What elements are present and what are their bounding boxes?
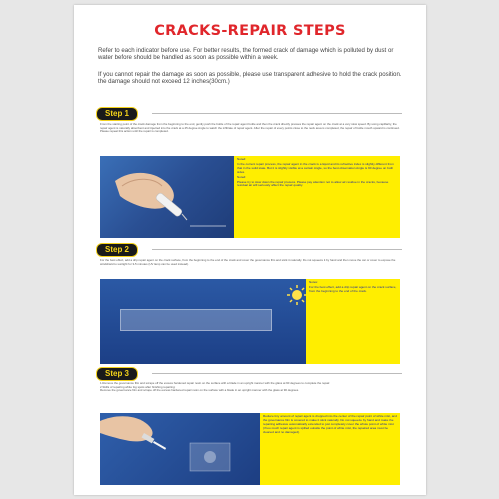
step-2-text: For the best effect, add a drip repair agent on the crack surface, from the beginning to the end of the crack and cover the governance film and stick it naturally. Do not squeeze it by hand and then move the car or cover to expose the windshield to sunlight for 3-5 minutes (UV lamp can be used instead). bbox=[100, 258, 396, 266]
intro-paragraph-1: Refer to each indicator before use. For better results, the formed crack of damage which is polluted by dust or water before should be handled as soon as possible within a week. bbox=[98, 47, 394, 62]
step-1-note-text-1: In the current repair process, the repair agent in the crack is a liquid and its refractive index is slightly different from that in the solid state. But it is slightly visible at a certain Angle, so the best observation Angle is 90 degree on both sides. bbox=[237, 161, 394, 174]
step-1-text: From the starting point of the crack damage from the beginning to the end, gently push the bottle of the repair agent bottle and then the crack directly presses the repair agent on the crack at a very slow speed. By using capillarity, the repair agent is naturally absorbent and injected into the crack at a 45 degree Angle to watch the infiltrate of repair agent. After the repair of every points close to the neck area is completed, the repair of bottle mouth upward is continued. Please repeat this action until the repair is completed. bbox=[100, 122, 400, 134]
step-2-photo bbox=[100, 279, 306, 364]
step-1-note-text-2: Please try to slow down the repair process. Please pay attention not to allow air residue in the cracks, because residual air will seriously affect the repair quality. bbox=[237, 179, 389, 188]
step-2-note bbox=[306, 279, 400, 364]
step-2-label: Step 2 bbox=[96, 243, 138, 257]
step-3-text bbox=[100, 382, 400, 393]
step-3-note bbox=[260, 413, 400, 485]
step-2-note-heading: Notes: bbox=[309, 280, 318, 284]
step-3-photo bbox=[100, 413, 260, 485]
step-2-note-text: For the best effect, add a drip repair agent on the crack surface, from the beginning to the end of the crack. bbox=[309, 284, 397, 293]
step-3-label: Step 3 bbox=[96, 367, 138, 381]
hand-blade-illustration bbox=[100, 413, 260, 485]
step-3-line-3: Remove the governance film and scrape off the excess hardened repair resin on the surface with a blade in an upright manner with the glass at 90 degrees. bbox=[100, 388, 300, 393]
step-1-note-heading-2: Noted: bbox=[237, 174, 247, 179]
sun-icon bbox=[286, 284, 306, 306]
step-3-line-1: 1.Remove the governance film and scrape off the excess hardened repair resin on the surface with a blade in an upright manner with the glass at 90 degrees to complete the repair. bbox=[100, 381, 331, 385]
step-1-divider bbox=[152, 113, 402, 114]
hand-bottle-illustration bbox=[100, 156, 234, 238]
step-1-photo bbox=[100, 156, 234, 238]
step-1-note bbox=[234, 156, 400, 238]
step-3-note-text: Reduce tiny amount of repair agent is dropped into the center of the repair point of white mist, and the governance film is covered to make it stick naturally. Do not squeeze by hand and make the repairing adhesive automatically extended to just completely cover the whole point of white mist (if too much repair agent is spilled outside the point of white mist, the repaired area must be cleaned and no damaged). bbox=[263, 414, 397, 434]
step-2-divider bbox=[152, 249, 402, 250]
intro-paragraph-2: If you cannot repair the damage as soon as possible, please use transparent adhesive to hold the crack position. the damage should not exceed 12 inches(30cm.) bbox=[98, 71, 402, 86]
instruction-sheet bbox=[74, 5, 426, 495]
step-1-label: Step 1 bbox=[96, 107, 138, 121]
page-title: CRACKS-REPAIR STEPS bbox=[154, 23, 346, 39]
step-1-note-heading-1: Noted: bbox=[237, 157, 247, 161]
governance-film bbox=[120, 309, 272, 331]
step-3-divider bbox=[152, 373, 402, 374]
step-3-line-2: 2.Skills of repairing white fog spots after finishing repairing: bbox=[100, 384, 176, 389]
